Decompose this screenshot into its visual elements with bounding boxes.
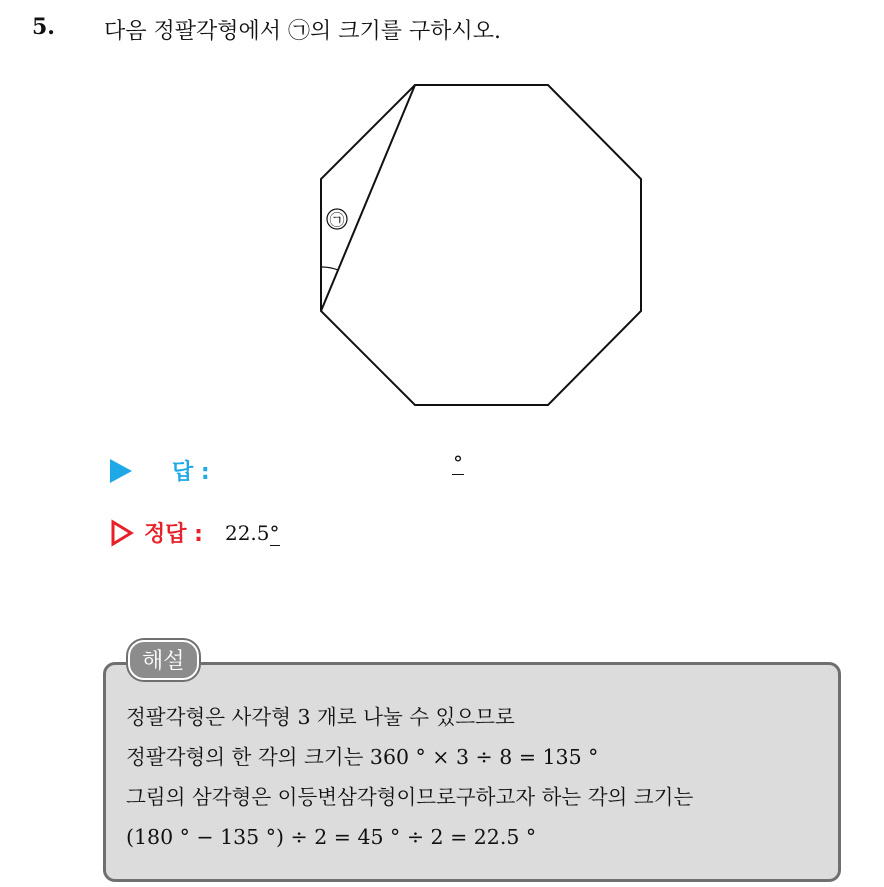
solution-line: 그림의 삼각형은 이등변삼각형이므로구하고자 하는 각의 크기는: [126, 785, 694, 809]
correct-answer-unit: °: [269, 520, 280, 545]
correct-answer-label: 정답 :: [144, 522, 203, 547]
correct-answer-value: [225, 521, 280, 545]
question-text: 다음 정팔각형에서 ㉠의 크기를 구하시오.: [104, 19, 501, 44]
question-number: 5.: [32, 14, 55, 40]
user-answer-label: 답 :: [172, 460, 210, 485]
correct-answer-row: [110, 517, 280, 548]
solution-line: 정팔각형의 한 각의 크기는 360 ° × 3 ÷ 8 = 135 °: [126, 745, 599, 769]
play-outline-triangle-icon: [110, 519, 134, 547]
user-answer-field[interactable]: °: [453, 451, 463, 475]
user-answer-row: [110, 455, 210, 486]
solution-line: 정팔각형은 사각형 3 개로 나눌 수 있으므로: [126, 705, 515, 729]
octagon-shape: [321, 85, 641, 405]
octagon-figure: [300, 70, 660, 420]
play-triangle-icon: [110, 459, 132, 483]
solution-line: (180 ° − 135 °) ÷ 2 = 45 ° ÷ 2 = 22.5 °: [126, 825, 537, 849]
angle-arc: [321, 267, 338, 270]
angle-label: ㉠: [329, 211, 345, 229]
solution-text: [126, 697, 838, 857]
correct-answer-number: 22.5: [224, 520, 270, 545]
solution-tag: 해설: [128, 640, 199, 680]
diagonal-line: [321, 85, 415, 311]
